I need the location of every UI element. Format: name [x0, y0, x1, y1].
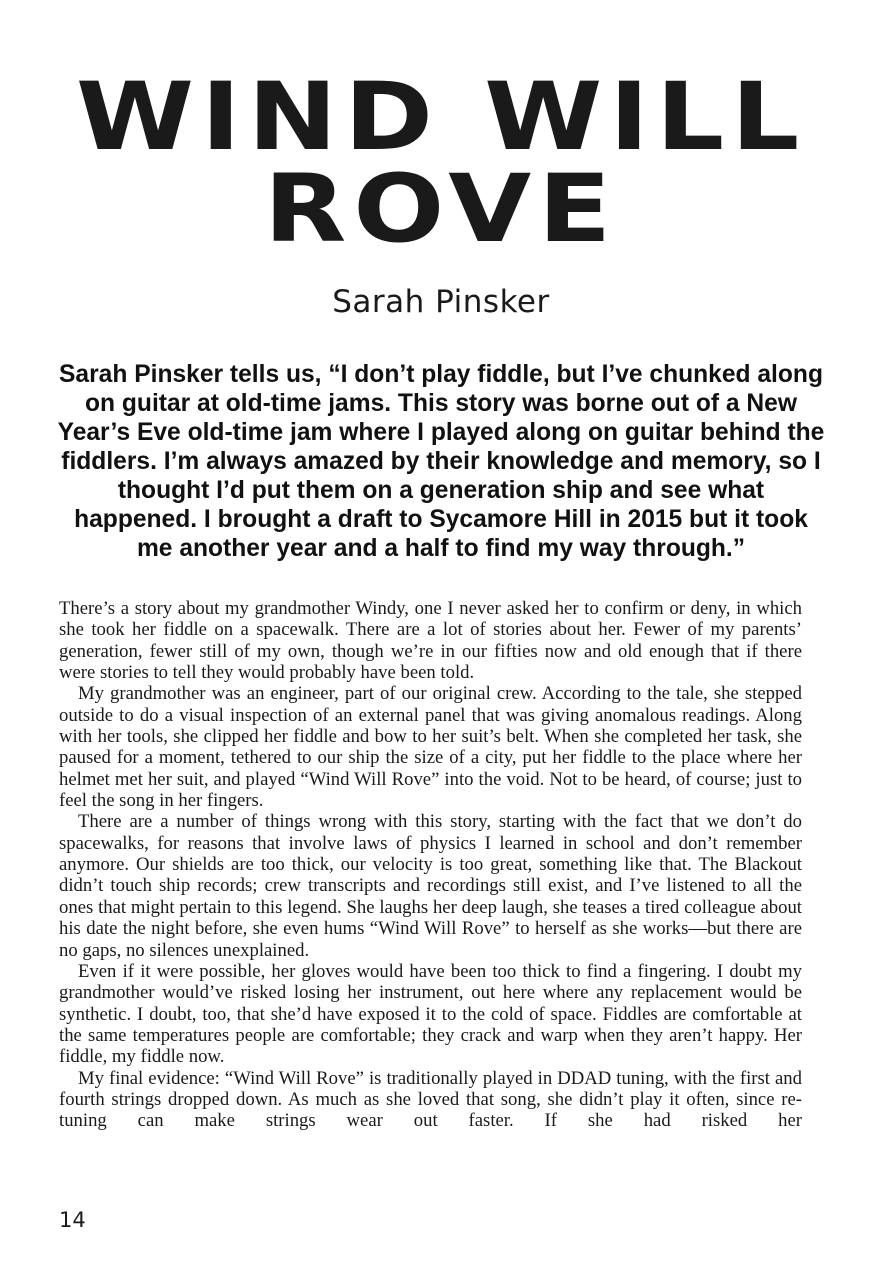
page-number: 14: [59, 1208, 86, 1232]
author-introduction: Sarah Pinsker tells us, “I don’t play fiddle, but I’ve chunked along on guitar at old-time jams. This story was borne out of a New Year’s Eve old-time jam where I played along on guitar behind the fiddlers. I’m always amazed by their knowledge and memory, so I thought I’d put them on a generation ship and see what happened. I brought a draft to Sycamore Hill in 2015 but it took me another year and a half to find my way through.”: [57, 361, 825, 562]
body-paragraph-5: My final evidence: “Wind Will Rove” is traditionally played in DDAD tuning, with the first and fourth strings dropped down. As much as she loved that song, she didn’t play it often, since re-tuning can make strings wear out faster. If she had risked her: [59, 1067, 802, 1132]
body-paragraph-4: Even if it were possible, her gloves would have been too thick to find a fingering. I doubt my grandmother would’ve risked losing her instrument, out here where any replacement would be synthetic. I doubt, too, that she’d have exposed it to the cold of space. Fiddles are comfortable at the same temperatures people are comfortable; they crack and warp when they aren’t happy. Her fiddle, my fiddle now.: [59, 960, 802, 1068]
story-title-line-2: ROVE: [263, 155, 619, 264]
story-title-line-1: WIND WILL: [75, 63, 807, 172]
author-byline: Sarah Pinsker: [332, 284, 550, 320]
body-paragraph-1: There’s a story about my grandmother Windy, one I never asked her to confirm or deny, in which she took her fiddle on a spacewalk. There are a lot of stories about her. Fewer of my parents’ generation, fewer still of my own, though we’re in our fifties now and old enough that if there were stories to tell they would probably have been told.: [59, 598, 802, 684]
story-body: [59, 598, 802, 1132]
story-title: [7, 63, 876, 264]
body-paragraph-2: My grandmother was an engineer, part of our original crew. According to the tale, she stepped outside to do a visual inspection of an external panel that was giving anomalous readings. Along with her tools, she clipped her fiddle and bow to her suit’s belt. When she completed her task, she paused for a moment, tethered to our ship the size of a city, put her fiddle to the place where her helmet met her suit, and played “Wind Will Rove” into the void. Not to be heard, of course; just to feel the song in her fingers.: [59, 683, 802, 812]
body-paragraph-3: There are a number of things wrong with this story, starting with the fact that we don’t do spacewalks, for reasons that involve laws of physics I learned in school and don’t remember anymore. Our shields are too thick, our velocity is too great, something like that. The Blackout didn’t touch ship records; crew transcripts and recordings still exist, and I’ve listened to all the ones that might pertain to this legend. She laughs her deep laugh, she teases a tired colleague about his date the night before, she even hums “Wind Will Rove” to herself as she works—but there are no gaps, no silences unexplained.: [59, 811, 802, 961]
